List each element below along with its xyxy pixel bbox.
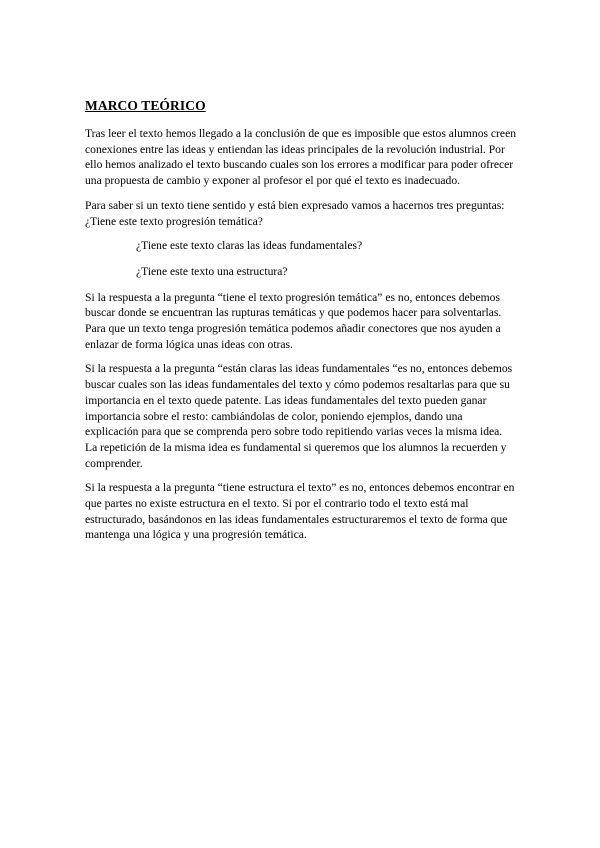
questions-paragraph: Para saber si un texto tiene sentido y está bien expresado vamos a hacernos tres preguntas: ¿Tiene este texto progresión temática?: [85, 198, 505, 228]
paragraph-estructura: Si la respuesta a la pregunta “tiene estructura el texto” es no, entonces debemos encontrar en que partes no existe estructura en el texto. Si por el contrario todo el texto está mal estructurado, basándonos en las ideas fundamentales estructuraremos el texto de forma que mantenga una lógica y una progresión temática.: [85, 481, 515, 542]
page-title: MARCO TEÓRICO: [85, 98, 206, 113]
question-ideas-fundamentales: ¿Tiene este texto claras las ideas fundamentales?: [136, 239, 363, 253]
paragraph-progresion-tematica: Si la respuesta a la pregunta “tiene el texto progresión temática” es no, entonces debemos buscar donde se encuentran las rupturas temáticas y que podemos hacer para solventarlas. Para que un texto tenga progresión temática podemos añadir conectores que nos ayuden a enlazar de forma lógica unas ideas con otras.: [85, 290, 502, 351]
paragraph-ideas-fundamentales: Si la respuesta a la pregunta “están claras las ideas fundamentales “es no, entonces debemos buscar cuales son las ideas fundamentales del texto y cómo podemos resaltarlas para que su importancia en el texto quede patente. Las ideas fundamentales del texto pueden ganar importancia sobre el resto: cambiándolas de color, poniendo ejemplos, dando una explicación para que se comprenda pero sobre todo repitiendo varias veces la misma idea. La repetición de la misma idea es fundamental si queremos que los alumnos la recuerden y comprender.: [85, 362, 513, 470]
intro-paragraph: Tras leer el texto hemos llegado a la conclusión de que es imposible que estos alumnos creen conexiones entre las ideas y entiendan las ideas principales de la revolución industrial. Por ello hemos analizado el texto buscando cuales son los errores a modificar para poder ofrecer una propuesta de cambio y exponer al profesor el por qué el texto es inadecuado.: [85, 127, 517, 188]
document-page: [85, 98, 517, 552]
question-estructura: ¿Tiene este texto una estructura?: [136, 264, 288, 278]
